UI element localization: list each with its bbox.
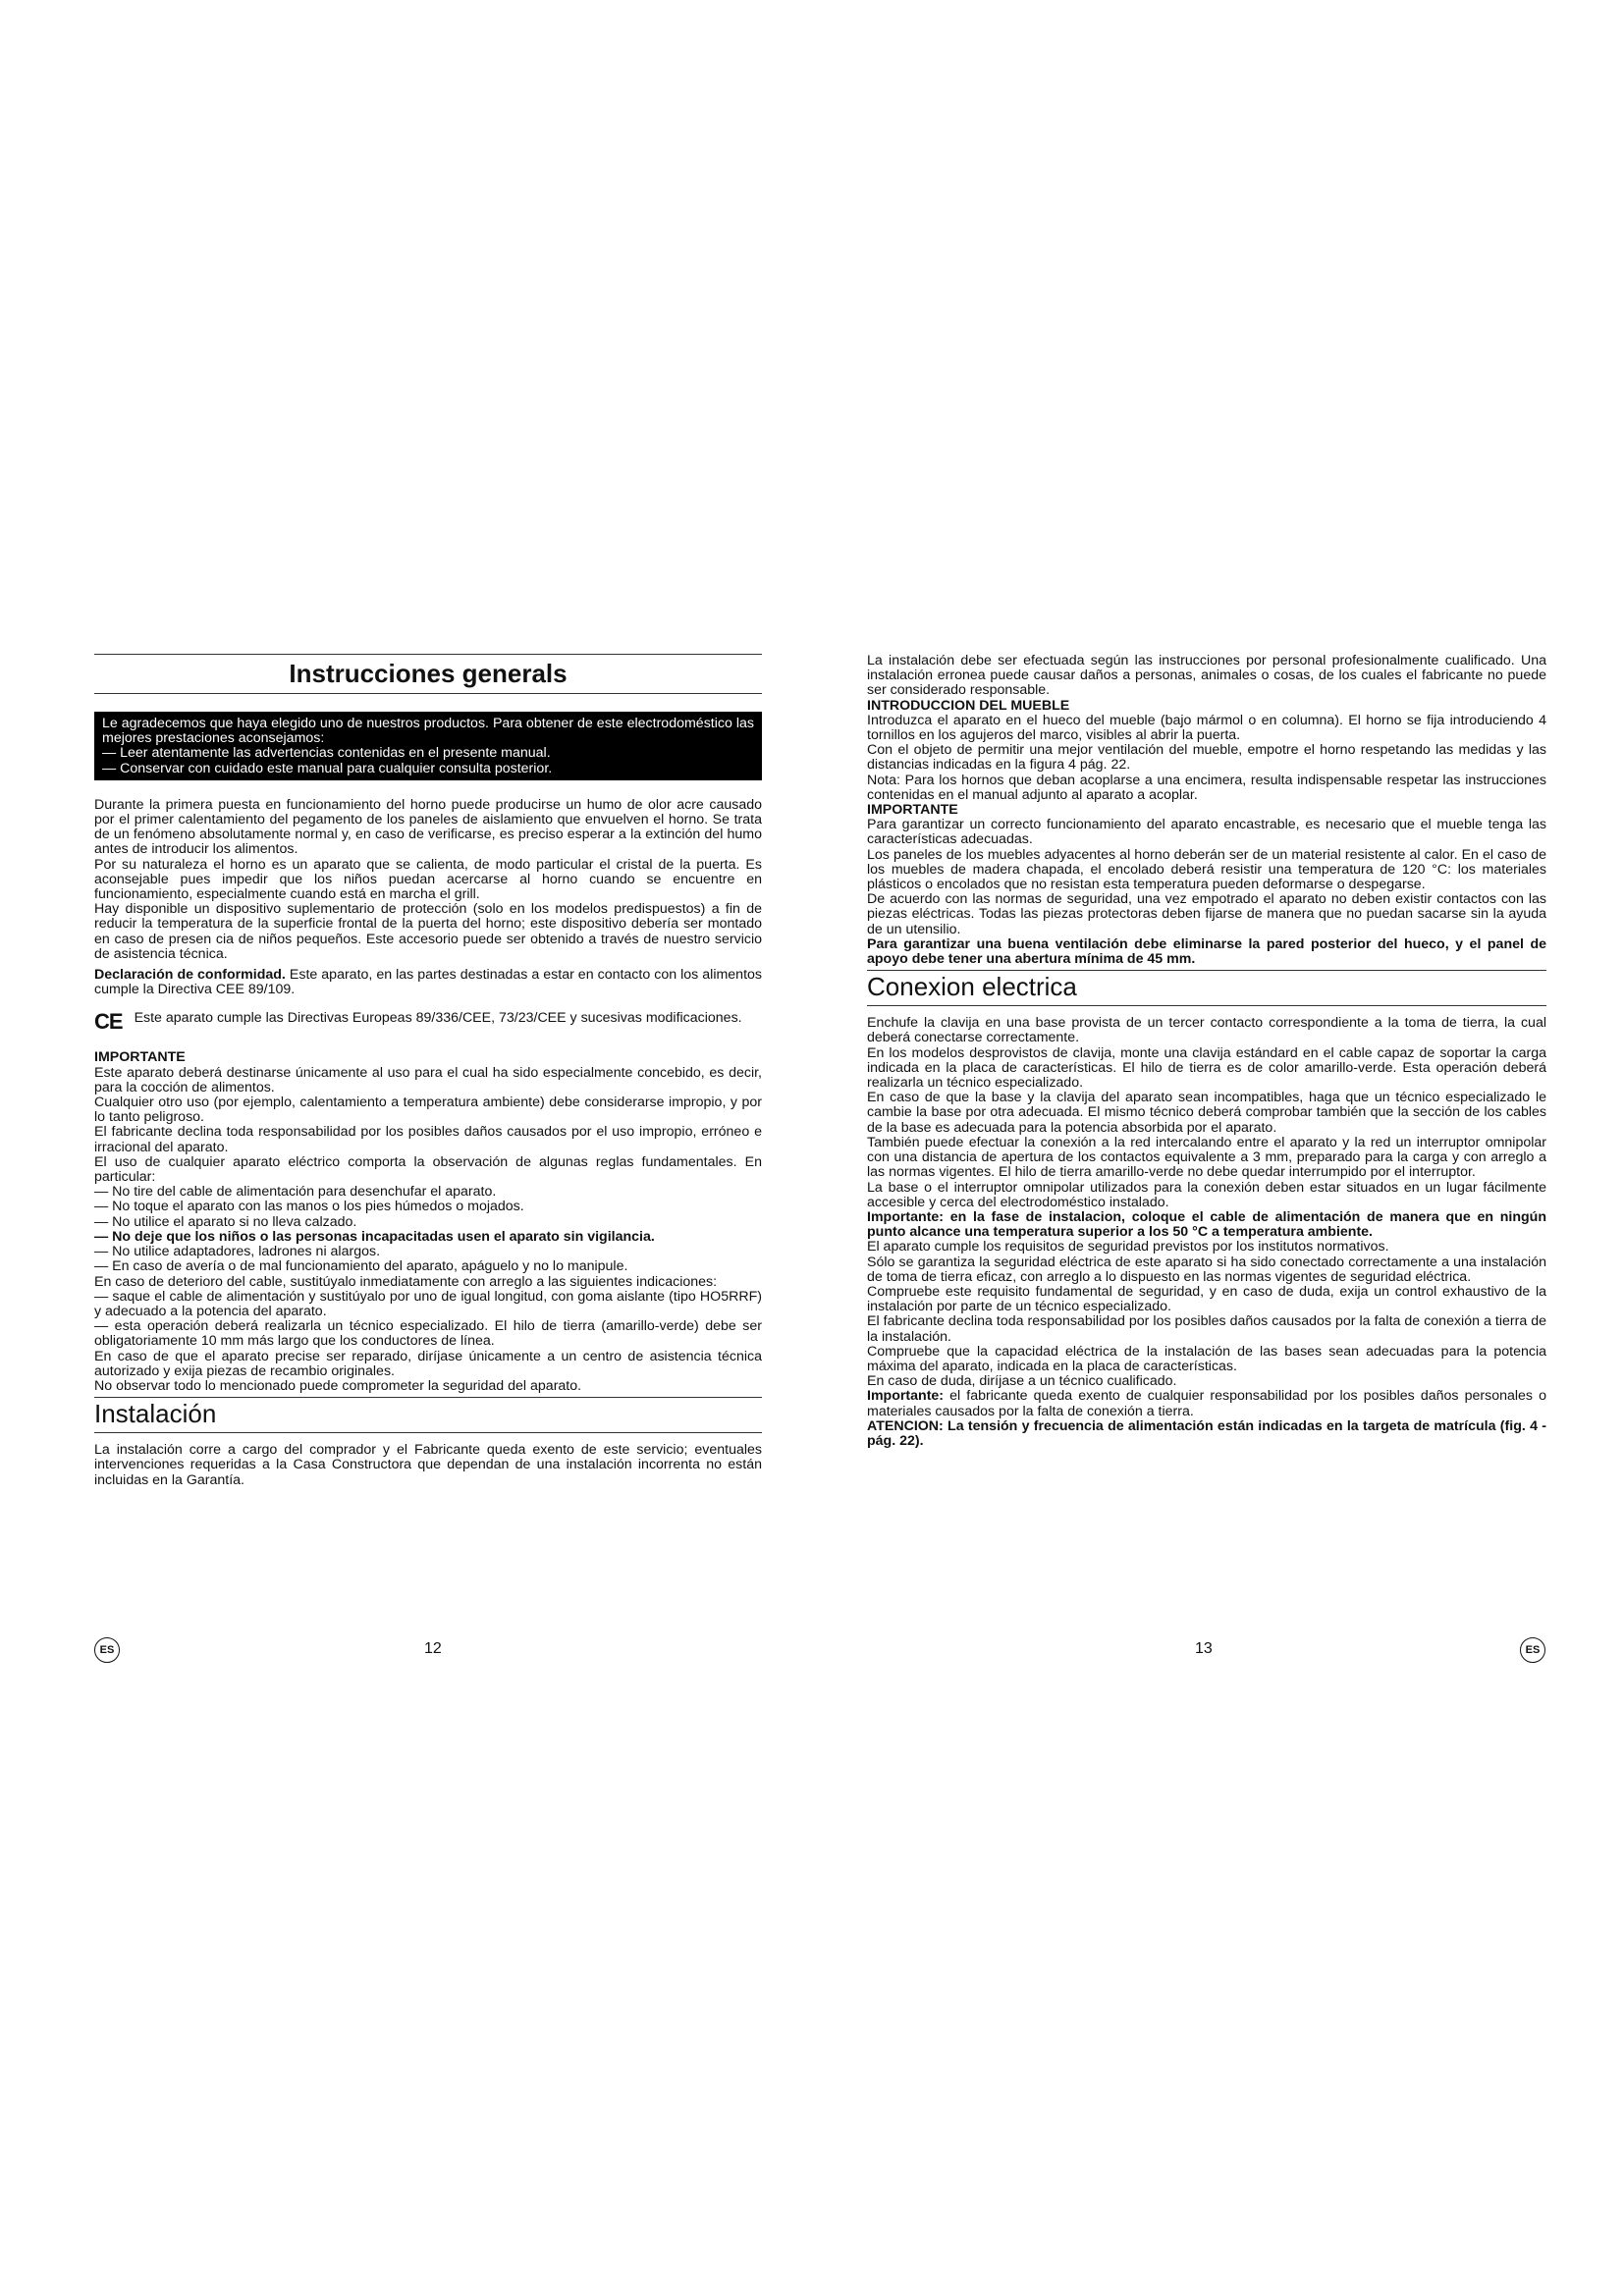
important-line: No observar todo lo mencionado puede comprometer la seguridad del aparato. xyxy=(94,1377,582,1394)
final-important-label: Importante: xyxy=(867,1388,945,1405)
page-number-right: 13 xyxy=(1195,1640,1213,1657)
cabinet-line: Nota: Para los hornos que deban acoplarse a una encimera, resulta indispensable respetar las instrucciones contenidas en el manual adjunto al aparato a acoplar. xyxy=(867,772,1546,803)
important-line: Los paneles de los muebles adyacentes al horno deberán ser de un material resistente al calor. En el caso de los muebles de madera chapada, el encolado deberá resistir una temperatura de 120 °C: los materiales plásticos o encolados que no resistan esta temperatura pueden deformarse o despegarse. xyxy=(867,846,1546,893)
connection-line: Compruebe que la capacidad eléctrica de la instalación de las bases sean adecuadas para la potencia máxima del aparato, indicada en la placa de características. xyxy=(867,1343,1546,1374)
connection-bold-note: Importante: en la fase de instalacion, coloque el cable de alimentación de manera que en ningún punto alcance una temperatura superior a los 50 °C a temperatura ambiente. xyxy=(867,1208,1546,1241)
important-line: — No toque el aparato con las manos o los pies húmedos o mojados. xyxy=(94,1199,524,1215)
connection-line: Compruebe este requisito fundamental de seguridad, y en caso de duda, exija un control exhaustivo de la instalación por parte de un técnico especializado. xyxy=(867,1283,1546,1315)
body-paragraph: La instalación debe ser efectuada según las instrucciones por personal profesionalmente cualificado. Una instalación erronea puede causar daños a personas, animales o cosas, de los cuales el fabricante no puede ser considerado responsable. xyxy=(867,653,1546,699)
important-line: Este aparato deberá destinarse únicamente al uso para el cual ha sido especialmente concebido, es decir, para la cocción de alimentos. xyxy=(94,1064,762,1095)
connection-line: El fabricante declina toda responsabilidad por los posibles daños causados por la falta de conexión a tierra de la instalación. xyxy=(867,1313,1546,1345)
installation-text: La instalación corre a cargo del comprador y el Fabricante queda exento de este servicio; eventuales intervenciones requeridas a la Casa Constructora que dependan de una instalación incorrenta no están incluidas en la Garantía. xyxy=(94,1442,762,1488)
ce-mark-icon: CE xyxy=(94,1009,123,1035)
page-number-left: 12 xyxy=(424,1640,442,1657)
important-line: — No utilice el aparato si no lleva calzado. xyxy=(94,1213,357,1230)
important-line: — esta operación deberá realizarla un técnico especializado. El hilo de tierra (amarillo-verde) debe ser obligatoriamente 10 mm más largo que los conductores de línea. xyxy=(94,1318,762,1350)
important-line: Para garantizar un correcto funcionamiento del aparato encastrable, es necesario que el mueble tenga las características adecuadas. xyxy=(867,817,1546,848)
connection-line: El aparato cumple los requisitos de seguridad previstos por los institutos normativos. xyxy=(867,1239,1389,1255)
important-line: — No tire del cable de alimentación para desenchufar el aparato. xyxy=(94,1184,497,1201)
intro-line: Le agradecemos que haya elegido uno de nuestros productos. Para obtener de este electrodoméstico las mejores prestaciones aconsejamos: xyxy=(102,716,754,747)
cabinet-line: Con el objeto de permitir una mejor ventilación del mueble, empotre el horno respetando las medidas y las distancias indicadas en la figura 4 pág. 22. xyxy=(867,742,1546,774)
page-title: Instrucciones generals xyxy=(289,659,568,688)
body-paragraph: Por su naturaleza el horno es un aparato que se calienta, de modo particular el cristal de la puerta. Es aconsejable pues impedir que los niños puedan acercarse al horno cuando se encuentre en funcionamiento, especialmente cuando está en marcha el grill. xyxy=(94,856,762,903)
installation-heading: Instalación xyxy=(94,1399,217,1429)
electrical-connection-heading: Conexion electrica xyxy=(867,972,1077,1002)
attention-note: ATENCION: La tensión y frecuencia de alimentación están indicadas en la targeta de matrícula (fig. 4 - pág. 22). xyxy=(867,1417,1546,1449)
final-important-text: el fabricante queda exento de cualquier responsabilidad por los posibles daños personales o materiales causados por la falta de conexión a tierra. xyxy=(867,1388,1546,1419)
important-heading: IMPORTANTE xyxy=(94,1049,186,1066)
important-line: En caso de que el aparato precise ser reparado, diríjase únicamente a un centro de asistencia técnica autorizado y exija piezas de recambio originales. xyxy=(94,1348,762,1379)
left-page-column xyxy=(94,654,762,1488)
conformity-label: Declaración de conformidad. xyxy=(94,967,286,984)
important-line: — En caso de avería o de mal funcionamiento del aparato, apáguelo y no lo manipule. xyxy=(94,1258,628,1275)
important-line: En caso de deterioro del cable, sustitúyalo inmediatamente con arreglo a las siguientes indicaciones: xyxy=(94,1273,718,1290)
cabinet-heading: INTRODUCCION DEL MUEBLE xyxy=(867,697,1070,714)
connection-line: En caso de que la base y la clavija del aparato sean incompatibles, haga que un técnico especializado le cambie la base por otra adecuada. El mismo técnico deberá comprobar también que la sección de los cables de la base es adecuada para la potencia absorbida por el aparato. xyxy=(867,1090,1546,1136)
conformity-text: Este aparato, en las partes destinadas a estar en contacto con los alimentos cumple la Directiva CEE 89/109. xyxy=(94,967,762,998)
language-badge-right: ES xyxy=(1520,1637,1545,1663)
language-badge-left: ES xyxy=(94,1637,120,1663)
conformity-paragraph xyxy=(94,968,762,997)
connection-line: En los modelos desprovistos de clavija, monte una clavija estándard en el cable capaz de soportar la carga indicada en la placa de características. El hilo de tierra es de color amarillo-verde. Esta operación deberá realizarla un técnico especializado. xyxy=(867,1044,1546,1092)
connection-line: Sólo se garantiza la seguridad eléctrica de este aparato si ha sido conectado correctamente a una instalación de toma de tierra eficaz, con arreglo a lo dispuesto en las normas vigentes de seguridad eléctrica. xyxy=(867,1254,1546,1285)
intro-line: — Conservar con cuidado este manual para cualquier consulta posterior. xyxy=(102,760,553,776)
connection-line: La base o el interruptor omnipolar utilizados para la conexión deben estar situados en un lugar fácilmente accesible y cerca del electrodoméstico instalado. xyxy=(867,1179,1546,1210)
important-line: — No utilice adaptadores, ladrones ni alargos. xyxy=(94,1244,381,1260)
intro-line: — Leer atentamente las advertencias contenidas en el presente manual. xyxy=(102,745,551,762)
connection-line: Enchufe la clavija en una base provista de un tercer contacto correspondiente a la toma de tierra, la cual deberá conectarse correctamente. xyxy=(867,1015,1546,1046)
important-line: El fabricante declina toda responsabilidad por los posibles daños causados por el uso impropio, erróneo e irracional del aparato. xyxy=(94,1124,762,1155)
right-page-column xyxy=(867,654,1546,1449)
important-line: — saque el cable de alimentación y sustitúyalo por uno de igual longitud, con goma aislante (tipo HO5RRF) y adecuado a la potencia del aparato. xyxy=(94,1288,762,1319)
final-important-paragraph xyxy=(867,1389,1546,1418)
important-line: Cualquier otro uso (por ejemplo, calentamiento a temperatura ambiente) debe considerarse impropio, y por lo tanto peligroso. xyxy=(94,1095,762,1126)
body-paragraph: Durante la primera puesta en funcionamiento del horno puede producirse un humo de olor acre causado por el primer calentamiento del pegamento de los paneles de aislamiento que envuelven el horno. Se trata de un fenómeno absolutamente normal y, en caso de verificarse, es preciso esperar a la extinción del humo antes de introducir los alimentos. xyxy=(94,796,762,858)
intro-notice-box xyxy=(94,712,762,780)
connection-line: También puede efectuar la conexión a la red intercalando entre el aparato y la red un interruptor omnipolar con una distancia de apertura de los contactos equivalente a 3 mm, preparado para la carga y con arreglo a las normas vigentes. El hilo de tierra amarillo-verde no debe quedar interrumpido por el interruptor. xyxy=(867,1134,1546,1181)
ventilation-bold-note: Para garantizar una buena ventilación debe eliminarse la pared posterior del hueco, y el panel de apoyo debe tener una abertura mínima de 45 mm. xyxy=(867,935,1546,968)
ce-declaration xyxy=(94,1011,762,1033)
important-bold-line: — No deje que los niños o las personas incapacitadas usen el aparato sin vigilancia. xyxy=(94,1228,655,1245)
cabinet-line: Introduzca el aparato en el hueco del mueble (bajo mármol o en columna). El horno se fija introduciendo 4 tornillos en los agujeros del marco, visibles al abrir la puerta. xyxy=(867,712,1546,744)
connection-line: En caso de duda, diríjase a un técnico cualificado. xyxy=(867,1373,1177,1390)
body-paragraph: Hay disponible un dispositivo suplementario de protección (solo en los modelos predispuestos) a fin de reducir la temperatura de la superficie frontal de la puerta del horno; este dispositivo debería ser montado en caso de presen cia de niños pequeños. Este accesorio puede ser obtenido a través de nuestro servicio de asistencia técnica. xyxy=(94,901,762,962)
ce-text: Este aparato cumple las Directivas Europeas 89/336/CEE, 73/23/CEE y sucesivas modificaciones. xyxy=(134,1010,742,1027)
important-line: De acuerdo con las normas de seguridad, una vez empotrado el aparato no deben existir contactos con las piezas eléctricas. Todas las piezas protectoras deben fijarse de manera que no puedan sacarse sin la ayuda de un utensilio. xyxy=(867,891,1546,937)
important-line: El uso de cualquier aparato eléctrico comporta la observación de algunas reglas fundamentales. En particular: xyxy=(94,1153,762,1186)
important-heading: IMPORTANTE xyxy=(867,802,958,819)
title-rule-bottom xyxy=(94,693,762,694)
